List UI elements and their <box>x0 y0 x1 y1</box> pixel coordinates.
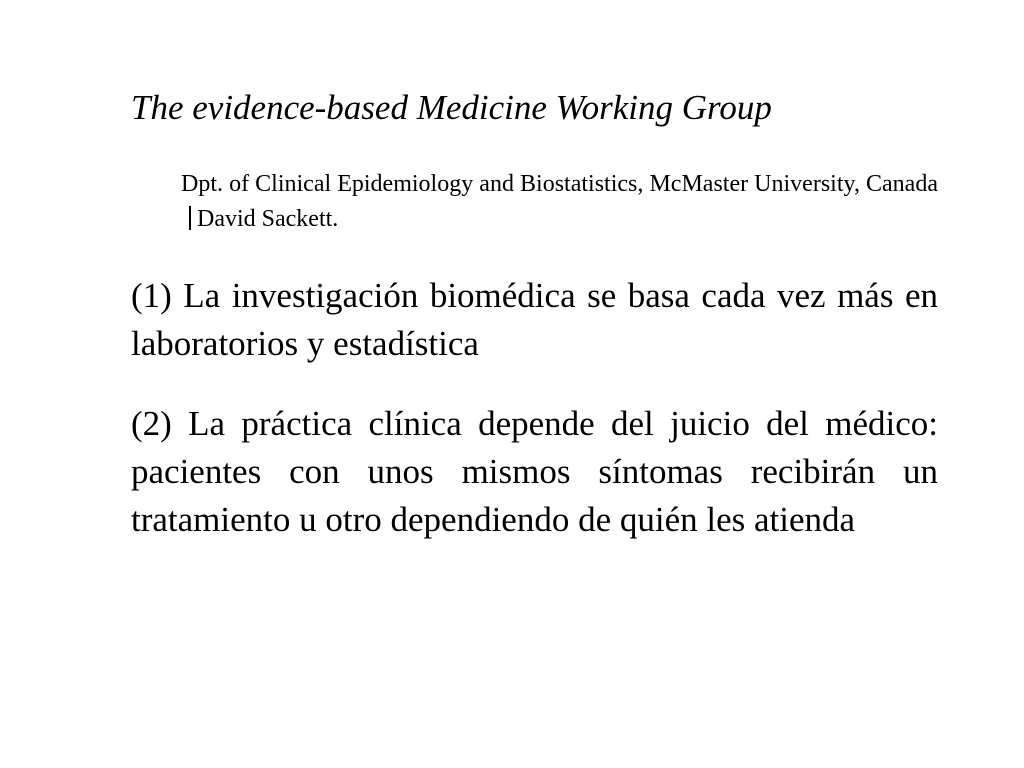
separator-bar <box>189 206 191 230</box>
point-1: (1) La investigación biomédica se basa cada vez más en laboratorios y estadística <box>131 276 938 363</box>
slide-title: The evidence-based Medicine Working Group <box>131 88 772 127</box>
affiliation-department: Dpt. of Clinical Epidemiology and Biostatistics, McMaster University, Canada <box>181 171 938 197</box>
point-2: (2) La práctica clínica depende del juicio del médico: pacientes con unos mismos síntomas recibirán un tratamiento u otro dependiendo de quién les atienda <box>131 404 938 539</box>
affiliation-person: David Sackett. <box>197 206 339 232</box>
affiliation-line <box>181 167 938 237</box>
